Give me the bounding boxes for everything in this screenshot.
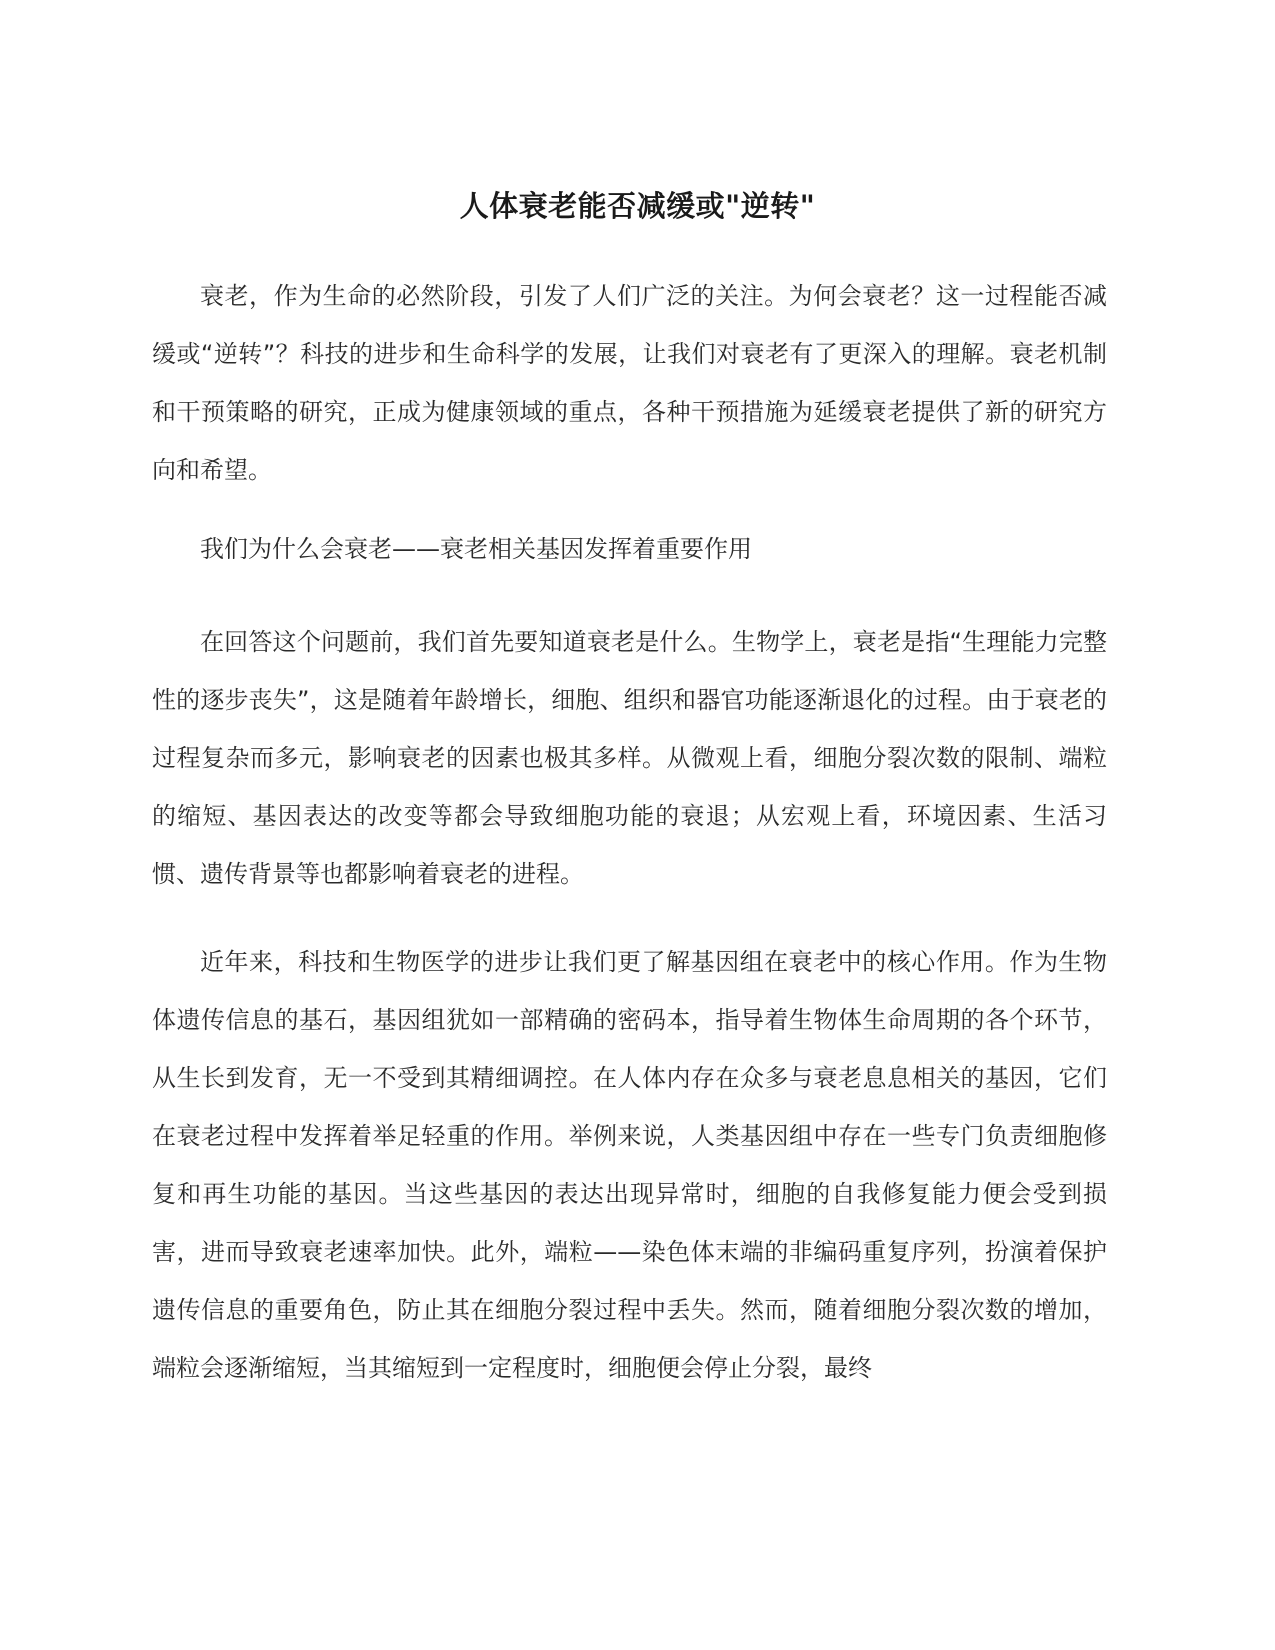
paragraph-genome: 近年来，科技和生物医学的进步让我们更了解基因组在衰老中的核心作用。作为生物体遗传信息的基石，基因组犹如一部精确的密码本，指导着生物体生命周期的各个环节，从生长到发育，无一不受到其精细调控。在人体内存在众多与衰老息息相关的基因，它们在衰老过程中发挥着举足轻重的作用。举例来说，人类基因组中存在一些专门负责细胞修复和再生功能的基因。当这些基因的表达出现异常时，细胞的自我修复能力便会受到损害，进而导致衰老速率加快。此外，端粒——染色体末端的非编码重复序列，扮演着保护遗传信息的重要角色，防止其在细胞分裂过程中丢失。然而，随着细胞分裂次数的增加，端粒会逐渐缩短，当其缩短到一定程度时，细胞便会停止分裂，最终 bbox=[152, 948, 1107, 1382]
section-heading: 我们为什么会衰老——衰老相关基因发挥着重要作用 bbox=[200, 535, 752, 563]
page-title: 人体衰老能否减缓或"逆转" bbox=[459, 189, 816, 223]
paragraph-intro: 衰老，作为生命的必然阶段，引发了人们广泛的关注。为何会衰老？这一过程能否减缓或“逆转”？科技的进步和生命科学的发展，让我们对衰老有了更深入的理解。衰老机制和干预策略的研究，正成为健康领域的重点，各种干预措施为延缓衰老提供了新的研究方向和希望。 bbox=[152, 282, 1107, 484]
article-body bbox=[152, 267, 1107, 1427]
paragraph-definition: 在回答这个问题前，我们首先要知道衰老是什么。生物学上，衰老是指“生理能力完整性的逐步丧失”，这是随着年龄增长，细胞、组织和器官功能逐渐退化的过程。由于衰老的过程复杂而多元，影响衰老的因素也极其多样。从微观上看，细胞分裂次数的限制、端粒的缩短、基因表达的改变等都会导致细胞功能的衰退；从宏观上看，环境因素、生活习惯、遗传背景等也都影响着衰老的进程。 bbox=[152, 628, 1107, 888]
